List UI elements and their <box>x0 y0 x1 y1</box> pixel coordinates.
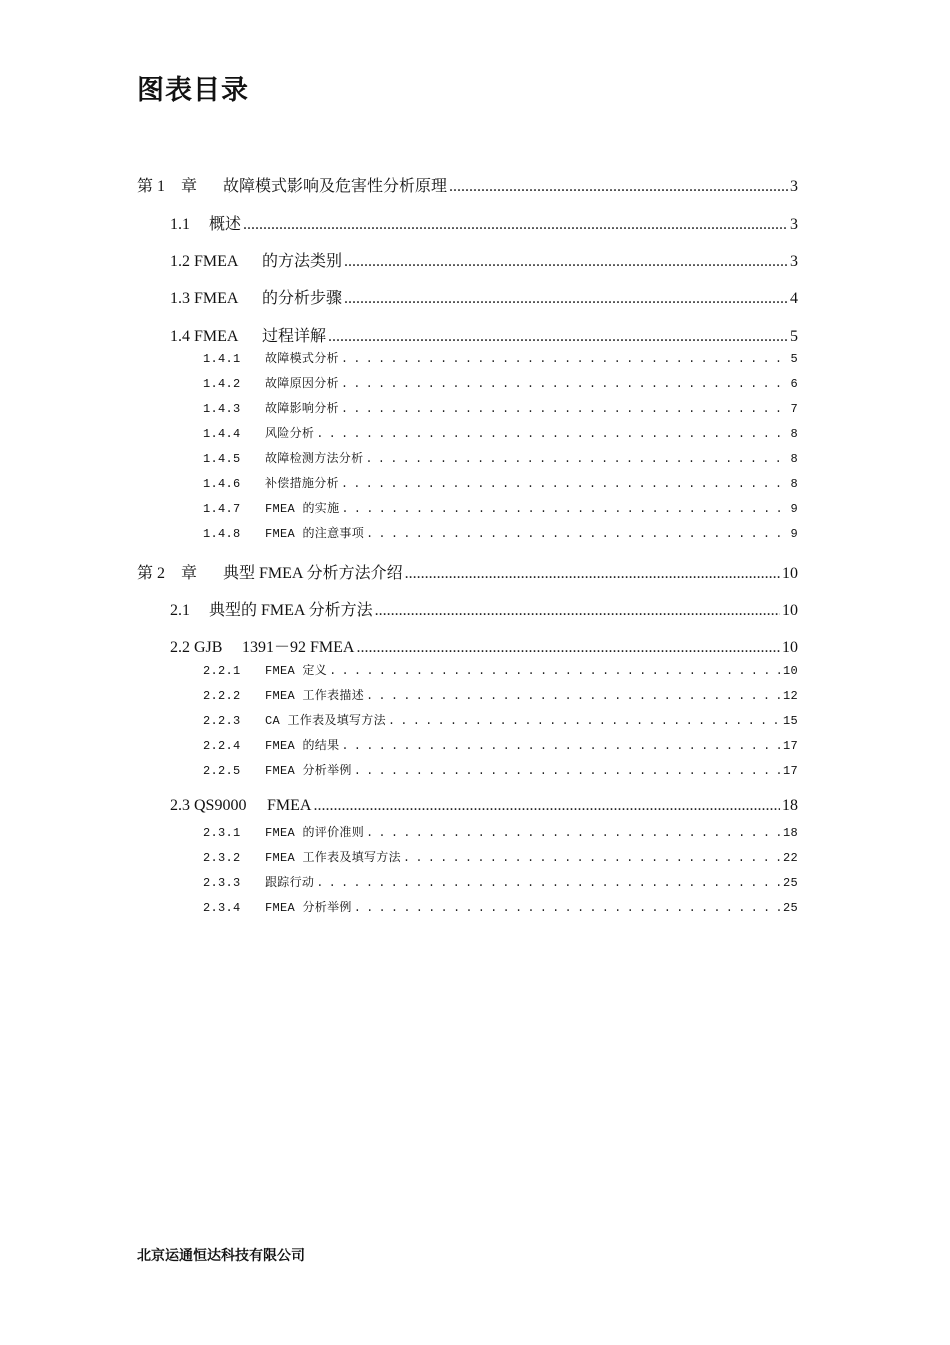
dot-leader <box>341 739 781 753</box>
toc-entry-2-1[interactable] <box>170 597 798 620</box>
toc-number: 2.3.4 <box>203 901 241 915</box>
toc-page: 25 <box>782 901 798 915</box>
toc-page: 5 <box>790 328 798 345</box>
toc-entry-1-2[interactable] <box>170 248 798 271</box>
toc-number: 1.3 FMEA <box>170 290 239 307</box>
toc-entry-1-4[interactable] <box>170 323 798 346</box>
toc-text: 风险分析 <box>265 427 315 441</box>
dot-leader <box>403 851 781 865</box>
toc-entry-1-4-5[interactable] <box>203 449 798 466</box>
toc-number: 1.2 FMEA <box>170 253 239 270</box>
dot-leader <box>316 427 788 441</box>
toc-entry-1-4-7[interactable] <box>203 499 798 516</box>
dot-leader <box>316 876 781 890</box>
toc-entry-1-4-6[interactable] <box>203 474 798 491</box>
toc-text: 跟踪行动 <box>265 876 315 890</box>
toc-text: 故障检测方法分析 <box>265 452 364 466</box>
dot-leader <box>449 178 788 196</box>
toc-text: 故障模式影响及危害性分析原理 <box>223 178 448 195</box>
toc-page: 18 <box>782 826 798 840</box>
toc-page: 17 <box>782 764 798 778</box>
toc-entry-1-1[interactable] <box>170 211 798 234</box>
page-title: 图表目录 <box>137 75 249 106</box>
dot-leader <box>341 352 789 366</box>
toc-page: 10 <box>782 565 798 582</box>
toc-page: 25 <box>782 876 798 890</box>
dot-leader <box>365 452 788 466</box>
dot-leader <box>366 826 781 840</box>
toc-entry-chapter-2[interactable] <box>137 560 798 583</box>
toc-page: 9 <box>790 527 798 541</box>
dot-leader <box>341 502 788 516</box>
toc-number: 2.1 <box>170 602 190 619</box>
toc-text: FMEA 的实施 <box>265 502 340 516</box>
toc-entry-2-2[interactable] <box>170 634 798 657</box>
dot-leader <box>354 764 781 778</box>
dot-leader <box>388 714 781 728</box>
toc-page: 10 <box>782 664 798 678</box>
toc-number: 2.3.1 <box>203 826 241 840</box>
toc-text: CA 工作表及填写方法 <box>265 714 386 728</box>
toc-page: 8 <box>790 427 798 441</box>
toc-entry-2-3[interactable] <box>170 797 798 815</box>
toc-text: 典型 FMEA 分析方法介绍 <box>223 565 403 582</box>
toc-entry-2-2-4[interactable] <box>203 736 798 753</box>
dot-leader <box>356 639 780 657</box>
toc-text: FMEA 的注意事项 <box>265 527 365 541</box>
dot-leader <box>329 664 781 678</box>
toc-number: 1.1 <box>170 216 190 233</box>
toc-page: 7 <box>790 402 798 416</box>
toc-page: 8 <box>790 477 798 491</box>
toc-text: 1391－92 FMEA <box>242 639 355 656</box>
dot-leader <box>328 328 788 346</box>
toc-text: 过程详解 <box>262 328 327 345</box>
dot-leader <box>405 565 780 583</box>
toc-page: 10 <box>782 602 798 619</box>
toc-text: FMEA 的评价准则 <box>265 826 365 840</box>
toc-entry-2-2-3[interactable] <box>203 711 798 728</box>
toc-page: 8 <box>790 452 798 466</box>
toc-number: 2.2.3 <box>203 714 241 728</box>
toc-text: 的分析步骤 <box>262 290 343 307</box>
toc-text: 故障模式分析 <box>265 352 339 366</box>
toc-number: 2.2.2 <box>203 689 241 703</box>
toc-number: 1.4.8 <box>203 527 241 541</box>
toc-entry-2-3-1[interactable] <box>203 823 798 840</box>
toc-text: FMEA 分析举例 <box>265 901 352 915</box>
toc-page: 3 <box>790 216 798 233</box>
toc-page: 9 <box>790 502 798 516</box>
toc-page: 10 <box>782 639 798 656</box>
toc-page: 22 <box>782 851 798 865</box>
dot-leader <box>375 602 780 620</box>
toc-text: FMEA 定义 <box>265 664 328 678</box>
toc-entry-1-4-3[interactable] <box>203 399 798 416</box>
toc-page: 4 <box>790 290 798 307</box>
toc-number: 1.4.6 <box>203 477 241 491</box>
toc-entry-1-4-4[interactable] <box>203 424 798 441</box>
dot-leader <box>344 290 788 308</box>
toc-entry-1-4-8[interactable] <box>203 524 798 541</box>
toc-entry-chapter-1[interactable] <box>137 173 798 196</box>
footer-company-name: 北京运通恒达科技有限公司 <box>137 1248 305 1264</box>
toc-number: 1.4.7 <box>203 502 241 516</box>
toc-number: 2.2 GJB <box>170 639 223 656</box>
toc-number: 2.3.2 <box>203 851 241 865</box>
toc-number: 1.4.1 <box>203 352 241 366</box>
dot-leader <box>366 689 781 703</box>
toc-number: 1.4.4 <box>203 427 241 441</box>
toc-text: 补偿措施分析 <box>265 477 339 491</box>
dot-leader <box>354 901 781 915</box>
toc-entry-2-2-2[interactable] <box>203 686 798 703</box>
toc-page: 3 <box>790 253 798 270</box>
toc-text: FMEA 分析举例 <box>265 764 352 778</box>
toc-entry-1-4-2[interactable] <box>203 374 798 391</box>
dot-leader <box>243 216 788 234</box>
toc-number: 1.4.2 <box>203 377 241 391</box>
toc-number: 2.3 QS9000 <box>170 797 247 814</box>
dot-leader <box>341 477 789 491</box>
toc-page: 3 <box>790 178 798 195</box>
toc-page: 15 <box>782 714 798 728</box>
toc-entry-2-3-2[interactable] <box>203 848 798 865</box>
toc-entry-2-3-3[interactable] <box>203 873 798 890</box>
toc-number: 1.4.3 <box>203 402 241 416</box>
dot-leader <box>313 797 780 815</box>
toc-page: 5 <box>790 352 798 366</box>
toc-text: FMEA <box>267 797 312 814</box>
dot-leader <box>341 377 789 391</box>
toc-page: 18 <box>782 797 798 814</box>
toc-entry-1-4-1[interactable] <box>203 349 798 366</box>
toc-entry-2-2-1[interactable] <box>203 661 798 678</box>
toc-text: 典型的 FMEA 分析方法 <box>209 602 373 619</box>
toc-number: 2.3.3 <box>203 876 241 890</box>
toc-text: 故障原因分析 <box>265 377 339 391</box>
toc-number: 1.4.5 <box>203 452 241 466</box>
toc-number: 2.2.1 <box>203 664 241 678</box>
toc-number: 第 2 章 <box>137 565 198 582</box>
toc-text: FMEA 工作表及填写方法 <box>265 851 401 865</box>
dot-leader <box>344 253 788 271</box>
toc-entry-2-3-4[interactable] <box>203 898 798 915</box>
dot-leader <box>366 527 788 541</box>
toc-text: FMEA 工作表描述 <box>265 689 365 703</box>
toc-text: 的方法类别 <box>262 253 343 270</box>
toc-text: 故障影响分析 <box>265 402 339 416</box>
toc-page: 6 <box>790 377 798 391</box>
toc-page: 17 <box>782 739 798 753</box>
toc-number: 1.4 FMEA <box>170 328 239 345</box>
toc-text: 概述 <box>209 216 242 233</box>
toc-text: FMEA 的结果 <box>265 739 340 753</box>
toc-number: 2.2.4 <box>203 739 241 753</box>
toc-number: 2.2.5 <box>203 764 241 778</box>
toc-entry-2-2-5[interactable] <box>203 761 798 778</box>
toc-entry-1-3[interactable] <box>170 285 798 308</box>
toc-page: 12 <box>782 689 798 703</box>
toc-number: 第 1 章 <box>137 178 198 195</box>
dot-leader <box>341 402 789 416</box>
